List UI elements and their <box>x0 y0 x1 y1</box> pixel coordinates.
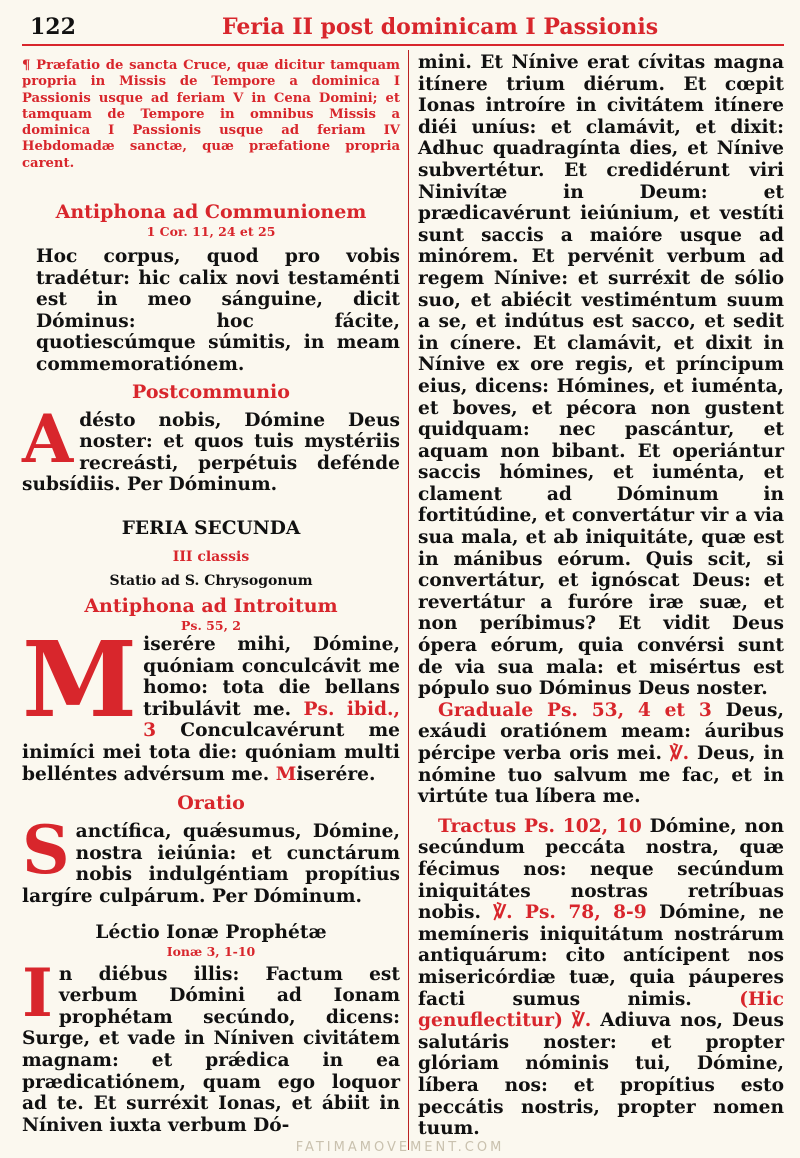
lectio-text <box>22 953 400 1137</box>
lectio-body: n diébus illis: Factum est verbum Dómini ad Ionam prophétam secúndo, dicens: Surge, et vade in Níniven civitátem magnam: et prǽdica in ea prædicatiónem, quam ego loquor ad te. Et surréxit Ionas, et ábiit in Níniven iuxta verbum Dó- <box>22 963 400 1136</box>
rubric-text: Præfatio de sancta Cruce, quæ dicitur tamquam propria in Missis de Tempore a dominica I Passionis usque ad feriam V in Cena Domini; et tamquam de Tempore in omnibus Missis a dominica I Passionis usque ad feriam IV Hebdomadæ sanctæ, quæ præfatione propria carent. <box>22 58 400 171</box>
oratio-text <box>22 811 400 907</box>
tractus-ref: ℣. Ps. 78, 8-9 <box>493 902 647 924</box>
rubric-note <box>22 58 400 172</box>
tractus-text-a: Dómine, non secúndum peccáta nostra, quæ fécimus nos: neque secúndum iniquitátes nostras retríbuas nobis. <box>418 815 784 924</box>
postcommunio-heading: Postcommunio <box>132 380 290 403</box>
column-divider <box>408 50 409 1150</box>
graduale-text-a: Deus, exáudi oratiónem meam: áuribus pércipe verba oris mei. <box>418 699 784 764</box>
pilcrow-mark: ¶ <box>22 58 31 73</box>
introit-psalm-ref: Ps. ibid., 3 <box>143 698 400 742</box>
repeat-initial: M <box>275 763 297 785</box>
tractus <box>418 816 784 1140</box>
introit-body-a: iserére mihi, Dómine, quóniam conculcávit me homo: tota die bellans tribulávit me. <box>143 634 400 720</box>
feria-heading: FERIA SECUNDA <box>121 518 301 540</box>
lectio-heading: Léctio Ionæ Prophétæ <box>95 921 327 943</box>
postcommunio-body: désto nobis, Dómine Deus noster: et quos tuis mystériis recreásti, perpétuis defénde subsídiis. Per Dóminum. <box>22 409 400 496</box>
communion-heading: Antiphona ad Communionem <box>55 201 367 224</box>
versicle-mark: ℣. <box>669 743 690 764</box>
tractus-label: Tractus Ps. 102, 10 <box>438 815 642 837</box>
statio: Statio ad S. Chrysogonum <box>109 573 313 590</box>
oratio-heading: Oratio <box>177 792 245 815</box>
tractus-text-b: Dómine, ne memíneris iniquitátum nostrárum antiquárum: cito antícipent nos misericórdiæ tuæ, quia páuperes facti sumus nimis. <box>418 902 784 1010</box>
right-column <box>418 52 784 1140</box>
graduale-text-b: Deus, in nómine tuo salvum me fac, et in virtúte tua líbera me. <box>418 743 784 808</box>
tractus-text-c: Adiuva nos, Deus salutáris noster: et propter glóriam nóminis tui, Dómine, líbera nos: et propítius esto peccátis nostris, propter nomen tuum. <box>418 1010 784 1140</box>
versicle-mark: ℣. <box>571 1010 592 1032</box>
page-number: 122 <box>30 14 76 40</box>
lectio-continued: mini. Et Nínive erat cívitas magna itínere trium diérum. Et cœpit Ionas introíre in civitátem itínere diéi uníus: et clamávit, et dixit: Adhuc quadragínta dies, et Nínive subvertétur. Et credidérunt viri Ninivítæ in Deum: et prædicavérunt ieiúnium, et vestíti sunt saccis a maióre usque ad minórem. Et pervénit verbum ad regem Nínive: et surréxit de sólio suo, et abiécit vestiméntum suum a se, et indútus est sacco, et sedit in cínere. Et clamávit, et dixit in Nínive ex ore regis, et príncipum eius, dicens: Hómines, et iuménta, et boves, et pécora non gustent quidquam: nec pascántur, et aquam non bibant. Et operiántur saccis hómines, et iuménta, et clament ad Dóminum in fortitúdine, et convertátur vir a via sua mala, et ab iniquitáte, quæ est in mánibus eórum. Quis scit, si convertátur, et ignóscat Deus: et revertátur a furóre iræ suæ, et non períbimus? Et vidit Deus ópera eórum, quia convérsi sunt de via sua mala: et misértus est pópulo suo Dóminus Deus noster. <box>418 52 784 700</box>
left-column <box>22 52 400 1136</box>
communion-reference: 1 Cor. 11, 24 et 25 <box>146 224 276 240</box>
lectio-reference: Ionæ 3, 1-10 <box>166 943 256 959</box>
genuflect-rubric: (Hic genuflectitur) <box>418 988 784 1032</box>
communion-text: Hoc corpus, quod pro vobis tradétur: hic calix novi testaménti est in meo sánguine, dicit Dóminus: hoc fácite, quotiescúmque súmitis, in meam commemoratiónem. <box>36 246 400 376</box>
drop-cap: I <box>22 953 53 1032</box>
repeat-rest: iserére. <box>296 763 376 785</box>
graduale <box>418 700 784 808</box>
introit-heading: Antiphona ad Introitum <box>84 595 338 618</box>
introit-body-b: Conculcavérunt me inimíci mei tota die: quóniam multi belléntes advérsum me. <box>22 720 400 785</box>
drop-cap: A <box>22 399 74 478</box>
watermark: FATIMAMOVEMENT.COM <box>295 1140 505 1155</box>
oratio-body: anctífica, quǽsumus, Dómine, nostra ieiúnia: et cunctárum nobis indulgéntiam propítius largíre culpárum. Per Dóminum. <box>22 821 400 907</box>
header-rule <box>22 44 784 46</box>
introit-reference: Ps. 55, 2 <box>181 618 241 634</box>
feria-class: III classis <box>172 549 250 566</box>
postcommunio-text <box>22 399 400 496</box>
drop-cap: M <box>22 618 138 742</box>
running-title: Feria II post dominicam I Passionis <box>222 14 659 40</box>
graduale-label: Graduale Ps. 53, 4 et 3 <box>438 699 712 721</box>
drop-cap: S <box>22 811 70 890</box>
page-header <box>0 0 800 48</box>
